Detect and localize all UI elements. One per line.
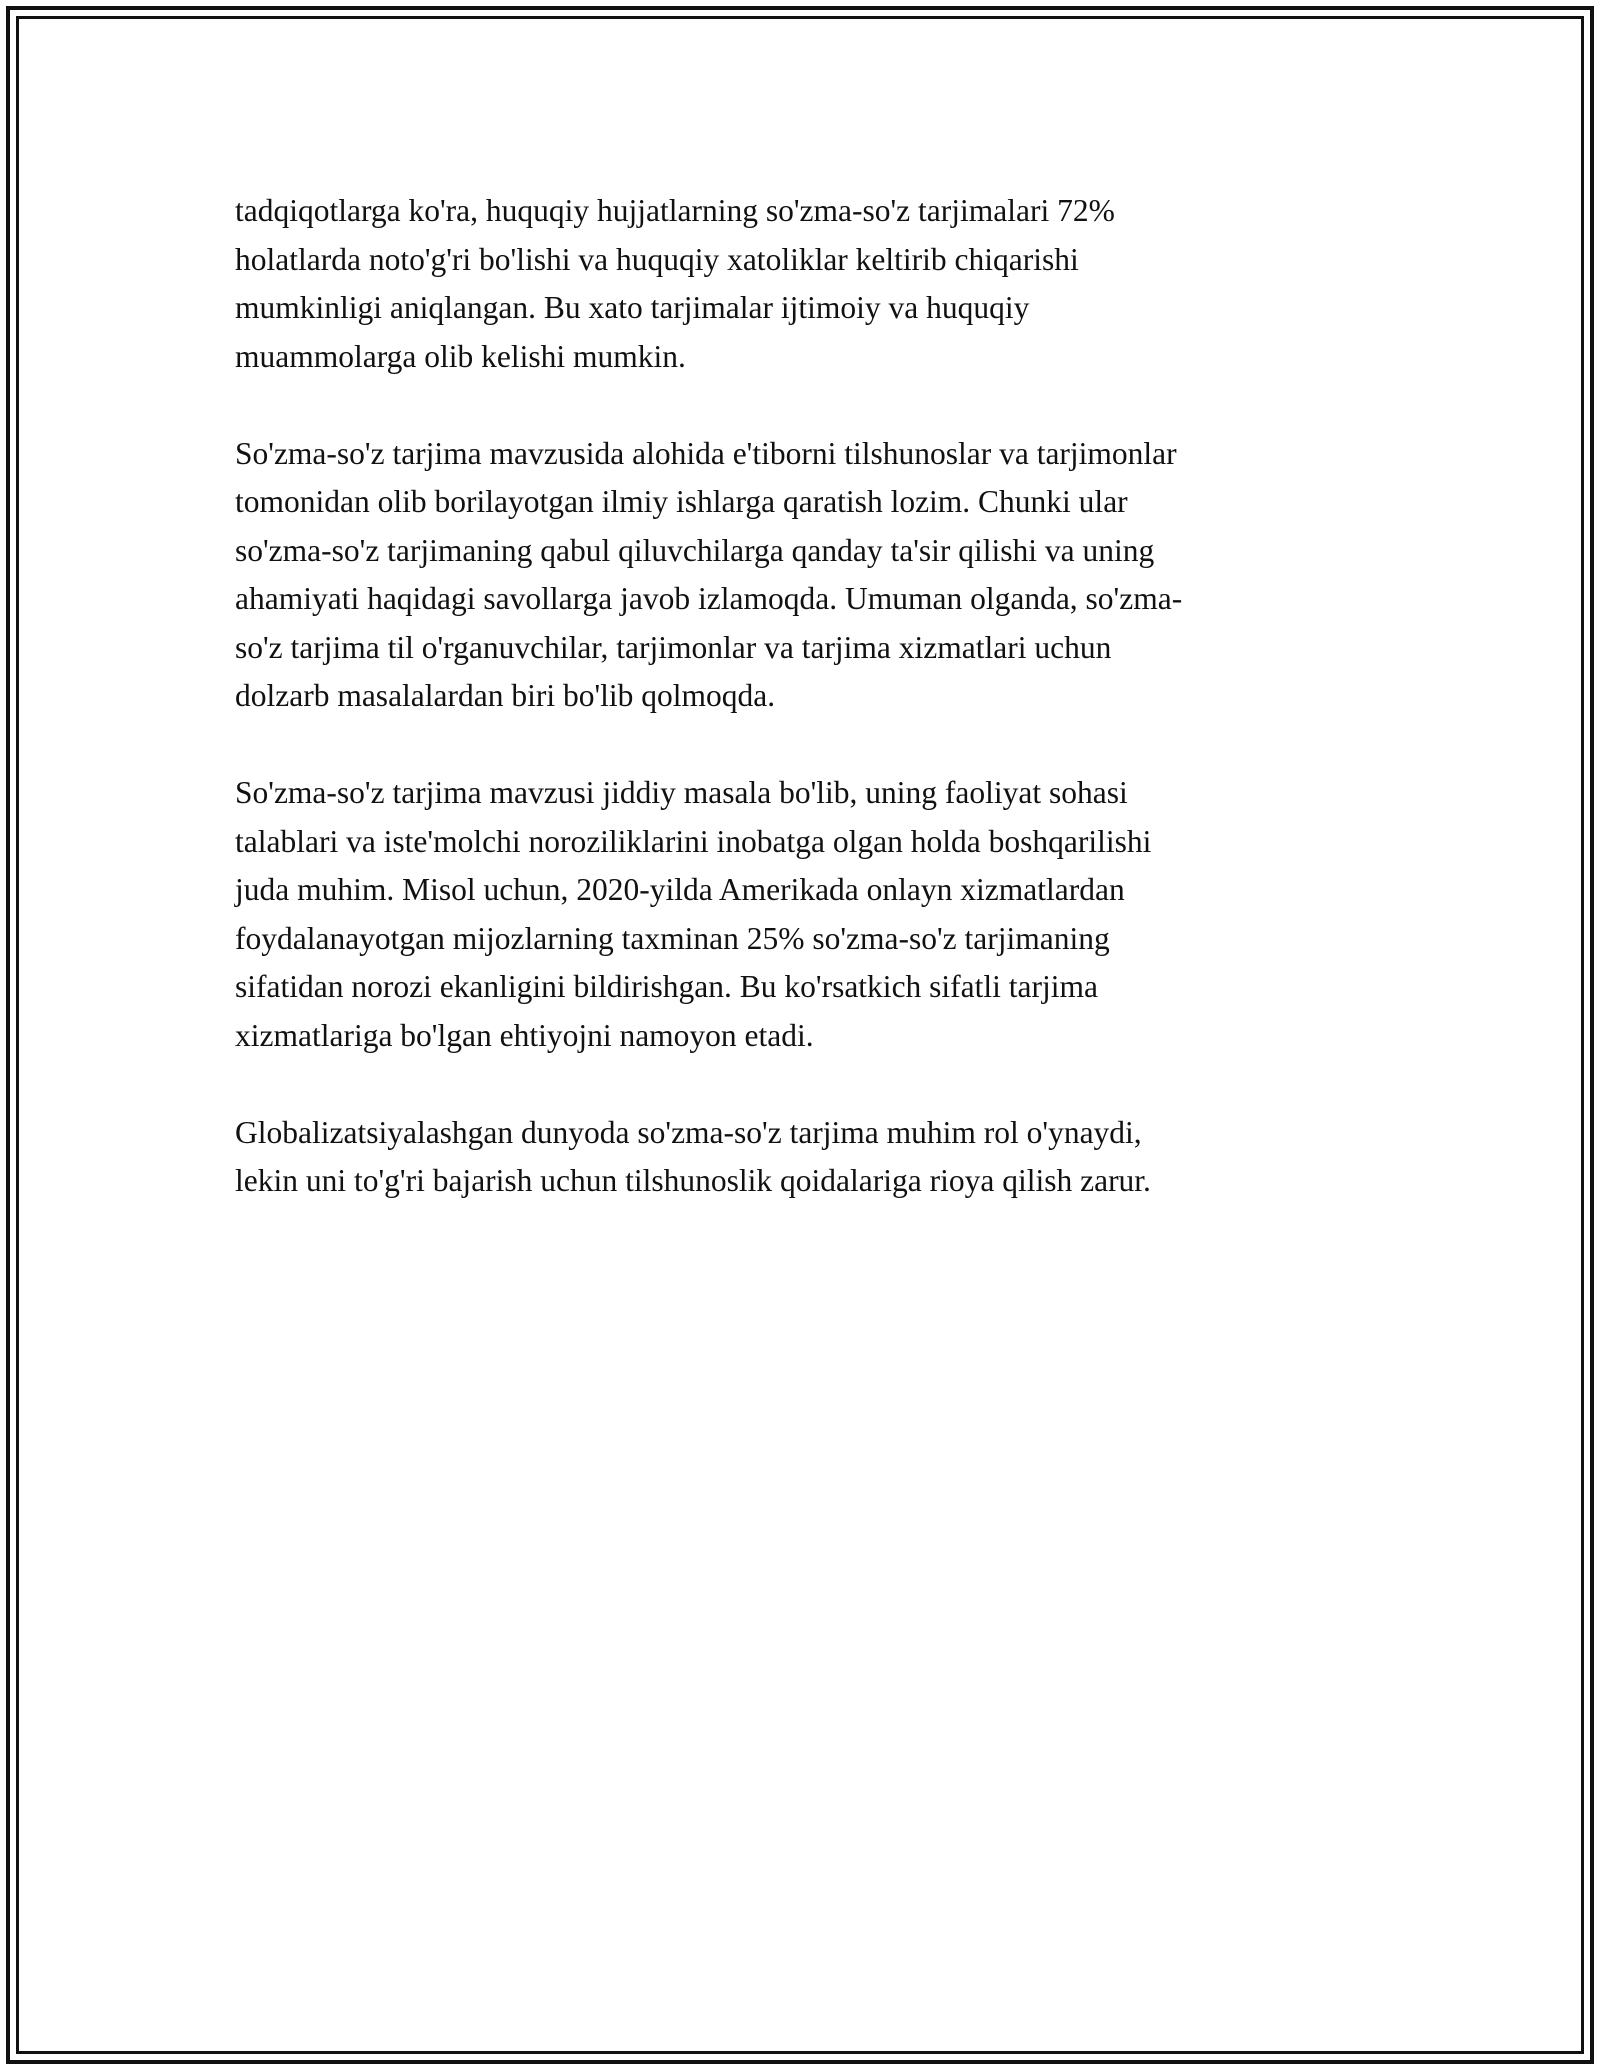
text-line: So'zma-so'z tarjima mavzusi jiddiy masala bo'lib, uning faoliyat sohasi xyxy=(235,775,1128,810)
text-line: sifatidan norozi ekanligini bildirishgan. Bu ko'rsatkich sifatli tarjima xyxy=(235,969,1098,1004)
text-line: juda muhim. Misol uchun, 2020-yilda Amerikada onlayn xizmatlardan xyxy=(235,872,1125,907)
paragraph-2 xyxy=(235,430,1375,721)
text-line: Globalizatsiyalashgan dunyoda so'zma-so'z tarjima muhim rol o'ynaydi, xyxy=(235,1114,1142,1150)
text-line: dolzarb masalalardan biri bo'lib qolmoqda. xyxy=(235,678,776,713)
paragraph-4 xyxy=(235,1109,1375,1206)
text-line: tomonidan olib borilayotgan ilmiy ishlarga qaratish lozim. Chunki ular xyxy=(235,484,1128,519)
text-line: holatlarda noto'g'ri bo'lishi va huquqiy xatoliklar keltirib chiqarishi xyxy=(235,241,1079,277)
paragraph-1 xyxy=(235,187,1375,381)
text-line: tadqiqotlarga ko'ra, huquqiy hujjatlarning so'zma-so'z tarjimalari 72% xyxy=(235,193,1115,228)
text-line: So'zma-so'z tarjima mavzusida alohida e'tiborni tilshunoslar va tarjimonlar xyxy=(235,435,1177,471)
text-line: foydalanayotgan mijozlarning taxminan 25% so'zma-so'z tarjimaning xyxy=(235,920,1110,956)
text-line: lekin uni to'g'ri bajarish uchun tilshunoslik qoidalariga rioya qilish zarur. xyxy=(235,1163,1151,1198)
text-line: xizmatlariga bo'lgan ehtiyojni namoyon etadi. xyxy=(235,1017,814,1053)
text-line: talablari va iste'molchi noroziliklarini inobatga olgan holda boshqarilishi xyxy=(235,823,1152,859)
text-line: muammolarga olib kelishi mumkin. xyxy=(235,338,686,374)
text-line: ahamiyati haqidagi savollarga javob izlamoqda. Umuman olganda, so'zma- xyxy=(235,581,1183,616)
text-line: mumkinligi aniqlangan. Bu xato tarjimalar ijtimoiy va huquqiy xyxy=(235,290,1030,325)
text-line: so'zma-so'z tarjimaning qabul qiluvchilarga qanday ta'sir qilishi va uning xyxy=(235,532,1155,568)
text-line: so'z tarjima til o'rganuvchilar, tarjimonlar va tarjima xizmatlari uchun xyxy=(235,629,1112,665)
paragraph-3 xyxy=(235,769,1375,1060)
document-body xyxy=(235,187,1375,1254)
